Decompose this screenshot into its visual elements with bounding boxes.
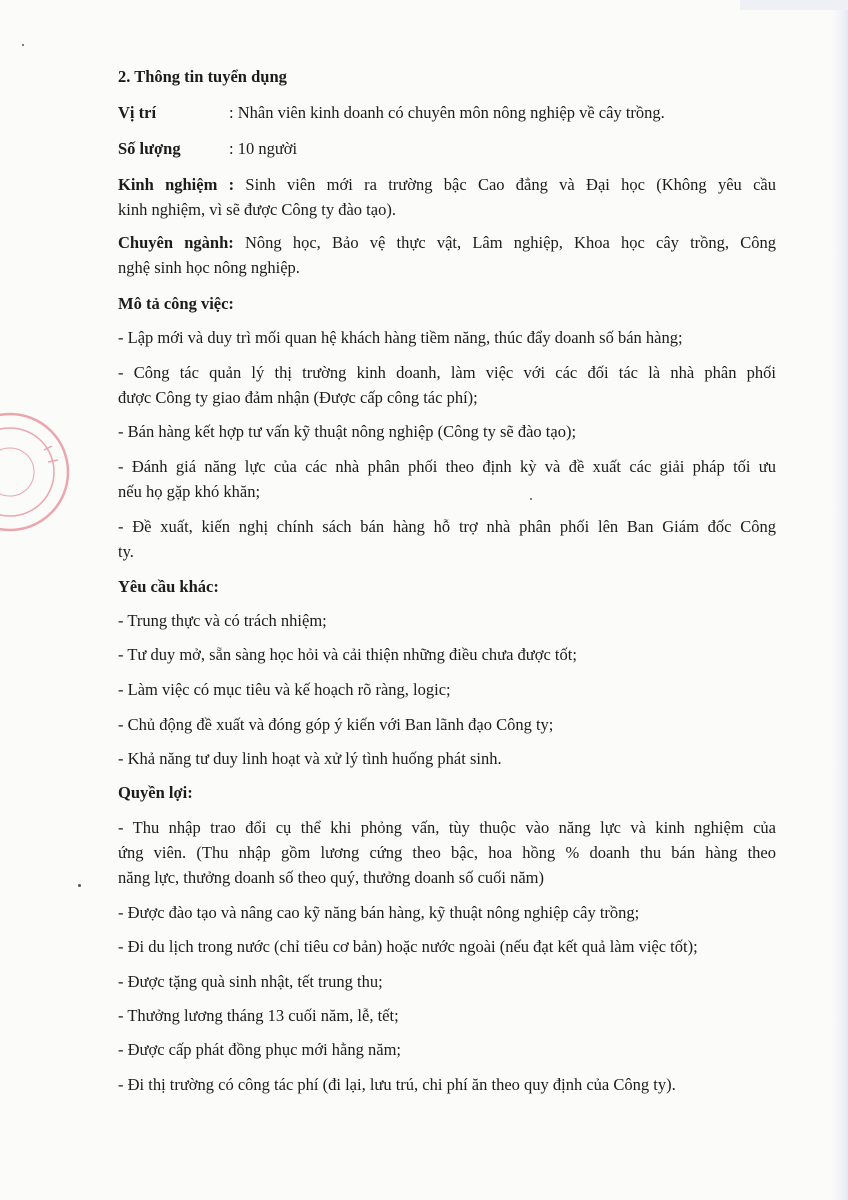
experience-line1: Sinh viên mới ra trường bậc Cao đẳng và Đại học (Không yêu cầu (245, 175, 776, 194)
job-description-heading: Mô tả công việc: (118, 294, 234, 313)
requirement-line: - Khả năng tư duy linh hoạt và xử lý tình huống phát sinh. (118, 749, 502, 768)
other-requirements-heading: Yêu cầu khác: (118, 577, 219, 596)
benefit-line: - Thưởng lương tháng 13 cuối năm, lễ, tết; (118, 1006, 399, 1025)
job-line: - Đề xuất, kiến nghị chính sách bán hàng hỗ trợ nhà phân phối lên Ban Giám đốc Công (118, 517, 776, 536)
scan-edge-top (740, 0, 848, 10)
quantity-label: Số lượng (118, 139, 181, 158)
benefits-heading: Quyền lợi: (118, 783, 193, 802)
scan-speck (22, 44, 24, 46)
requirement-line: - Tư duy mở, sẵn sàng học hỏi và cải thiện những điều chưa được tốt; (118, 645, 577, 664)
job-line: nếu họ gặp khó khăn; (118, 482, 261, 501)
job-line: - Bán hàng kết hợp tư vấn kỹ thuật nông nghiệp (Công ty sẽ đào tạo); (118, 422, 577, 441)
position-label: Vị trí (118, 103, 157, 122)
job-line: - Công tác quản lý thị trường kinh doanh, làm việc với các đối tác là nhà phân phối (118, 363, 776, 382)
job-line: ty. (118, 542, 134, 561)
scan-edge (832, 0, 848, 1200)
quantity-value: : 10 người (229, 139, 298, 158)
major-line1: Nông học, Bảo vệ thực vật, Lâm nghiệp, Khoa học cây trồng, Công (244, 233, 777, 252)
requirement-line: - Trung thực và có trách nhiệm; (118, 611, 327, 630)
scan-speck (530, 498, 532, 500)
benefit-line: - Thu nhập trao đổi cụ thể khi phỏng vấn, tùy thuộc vào năng lực và kinh nghiệm của (118, 818, 776, 837)
scan-speck (78, 884, 81, 887)
job-line: - Lập mới và duy trì mối quan hệ khách hàng tiềm năng, thúc đẩy doanh số bán hàng; (118, 328, 683, 347)
position-row (118, 102, 665, 124)
experience-row (118, 174, 776, 196)
major-line2: nghệ sinh học nông nghiệp. (118, 258, 300, 277)
benefit-line: - Đi du lịch trong nước (chỉ tiêu cơ bản) hoặc nước ngoài (nếu đạt kết quả làm việc tốt); (118, 937, 698, 956)
job-line: - Đánh giá năng lực của các nhà phân phối theo định kỳ và đề xuất các giải pháp tối ưu (118, 457, 776, 476)
job-line: được Công ty giao đảm nhận (Được cấp công tác phí); (118, 388, 478, 407)
benefit-line: ứng viên. (Thu nhập gồm lương cứng theo bậc, hoa hồng % doanh thu bán hàng theo (118, 843, 776, 862)
company-stamp (0, 410, 72, 534)
benefit-line: - Đi thị trường có công tác phí (đi lại, lưu trú, chi phí ăn theo quy định của Công ty). (118, 1075, 676, 1094)
major-row (118, 232, 776, 254)
requirement-line: - Làm việc có mục tiêu và kế hoạch rõ ràng, logic; (118, 680, 451, 699)
major-label: Chuyên ngành: (118, 233, 234, 252)
experience-label: Kinh nghiệm : (118, 175, 235, 194)
benefit-line: - Được tặng quà sinh nhật, tết trung thu; (118, 972, 383, 991)
requirement-line: - Chủ động đề xuất và đóng góp ý kiến với Ban lãnh đạo Công ty; (118, 715, 554, 734)
section-title: 2. Thông tin tuyển dụng (118, 67, 287, 86)
benefit-line: - Được đào tạo và nâng cao kỹ năng bán hàng, kỹ thuật nông nghiệp cây trồng; (118, 903, 640, 922)
position-value: : Nhân viên kinh doanh có chuyên môn nông nghiệp về cây trồng. (229, 103, 665, 122)
experience-line2: kinh nghiệm, vì sẽ được Công ty đào tạo). (118, 200, 396, 219)
benefit-line: - Được cấp phát đồng phục mới hằng năm; (118, 1040, 401, 1059)
quantity-row (118, 138, 297, 160)
benefit-line: năng lực, thưởng doanh số theo quý, thưởng doanh số cuối năm) (118, 868, 545, 887)
